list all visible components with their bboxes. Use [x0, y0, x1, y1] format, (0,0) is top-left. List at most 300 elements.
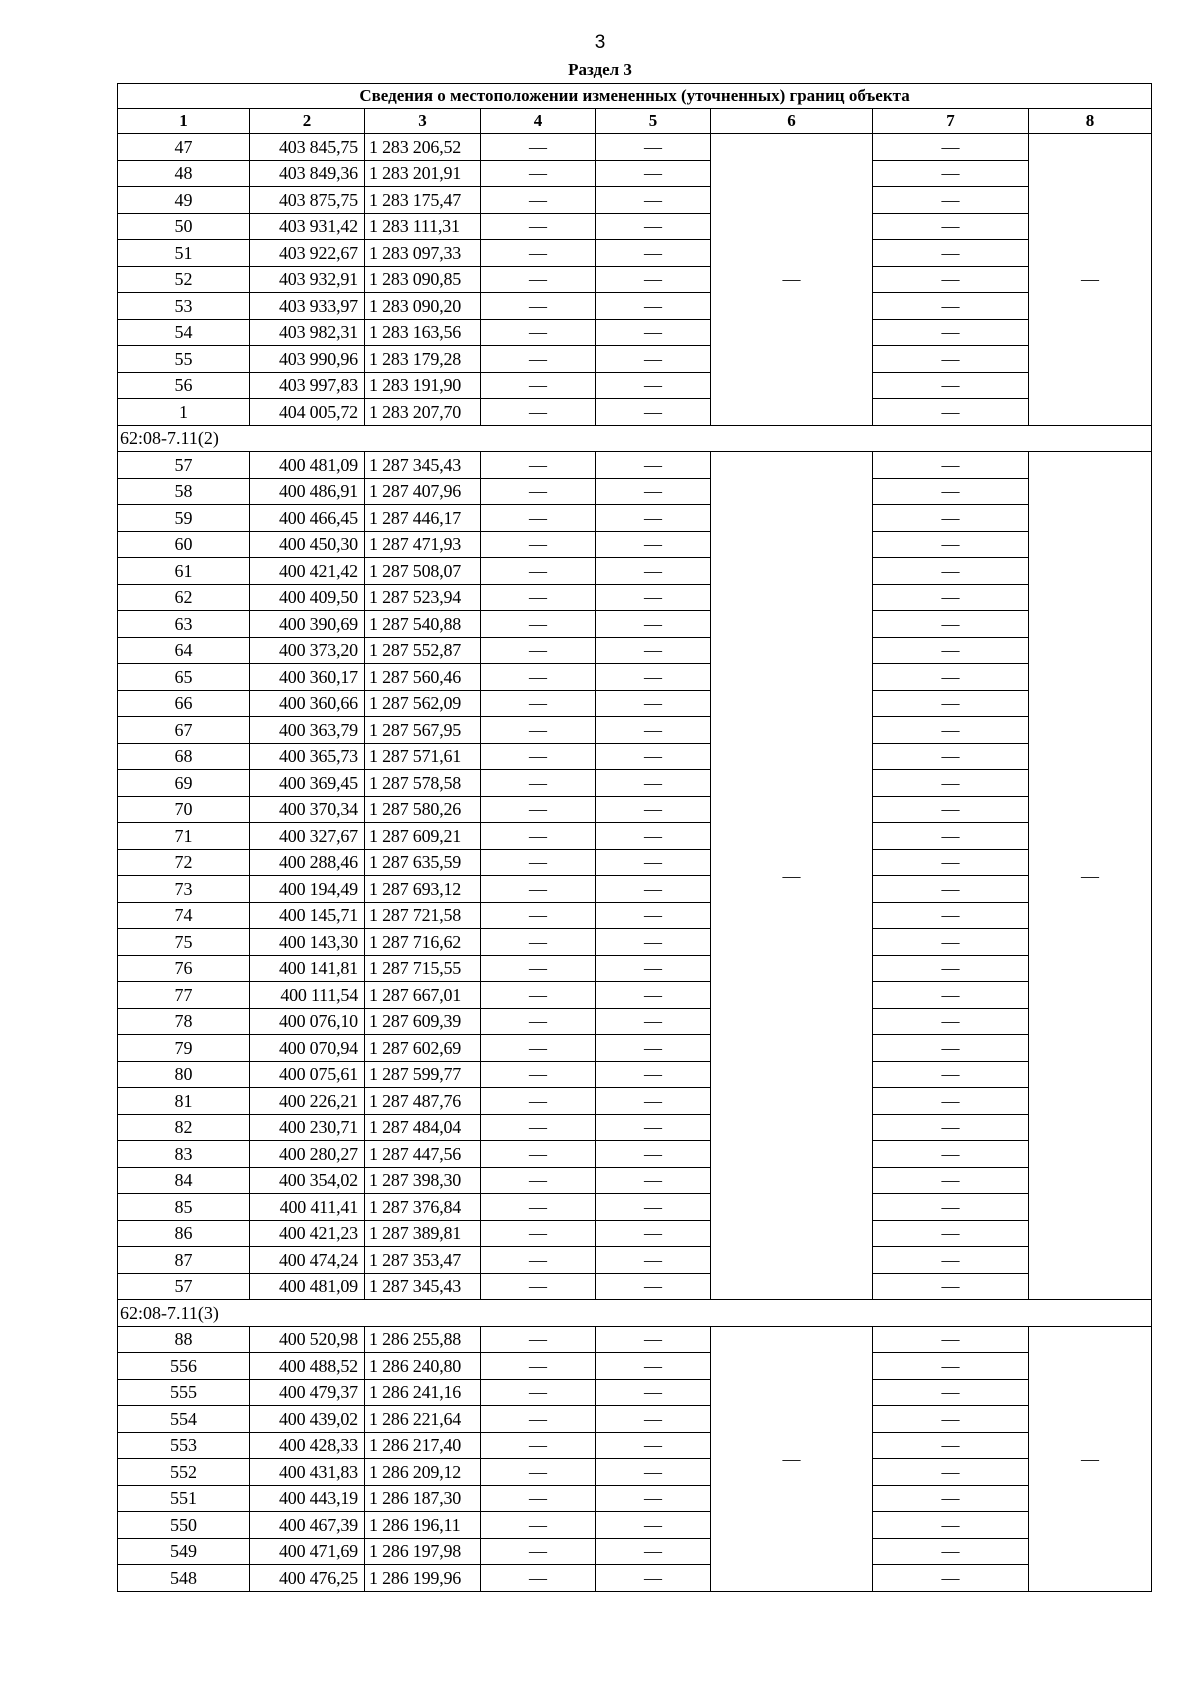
column-7-value: — [873, 690, 1029, 717]
x-coordinate: 400 363,79 [250, 717, 365, 744]
point-number: 55 [118, 346, 250, 373]
coordinates-table [117, 83, 1152, 1592]
column-4-value: — [481, 213, 596, 240]
column-5-value: — [596, 1353, 711, 1380]
column-6-merged-value: — [711, 134, 873, 426]
column-5-value: — [596, 531, 711, 558]
column-5-value: — [596, 160, 711, 187]
table-row [118, 478, 1152, 505]
x-coordinate: 403 990,96 [250, 346, 365, 373]
column-4-value: — [481, 982, 596, 1009]
column-6-merged-value: — [711, 1326, 873, 1591]
column-7-value: — [873, 823, 1029, 850]
point-number: 68 [118, 743, 250, 770]
column-4-value: — [481, 1459, 596, 1486]
column-5-value: — [596, 743, 711, 770]
column-7-value: — [873, 902, 1029, 929]
column-4-value: — [481, 1167, 596, 1194]
x-coordinate: 403 932,91 [250, 266, 365, 293]
x-coordinate: 400 230,71 [250, 1114, 365, 1141]
column-5-value: — [596, 558, 711, 585]
table-row [118, 770, 1152, 797]
column-4-value: — [481, 1008, 596, 1035]
table-row [118, 1353, 1152, 1380]
column-4-value: — [481, 611, 596, 638]
column-4-value: — [481, 1088, 596, 1115]
column-4-value: — [481, 664, 596, 691]
column-7-value: — [873, 1538, 1029, 1565]
column-5-value: — [596, 982, 711, 1009]
point-number: 84 [118, 1167, 250, 1194]
column-7-value: — [873, 346, 1029, 373]
y-coordinate: 1 283 090,85 [365, 266, 481, 293]
column-header: 4 [481, 109, 596, 134]
y-coordinate: 1 287 508,07 [365, 558, 481, 585]
y-coordinate: 1 286 197,98 [365, 1538, 481, 1565]
group-label: 62:08-7.11(2) [118, 425, 1152, 452]
y-coordinate: 1 283 090,20 [365, 293, 481, 320]
point-number: 62 [118, 584, 250, 611]
column-7-value: — [873, 134, 1029, 161]
column-7-value: — [873, 1141, 1029, 1168]
table-row [118, 743, 1152, 770]
column-4-value: — [481, 1035, 596, 1062]
table-row [118, 1406, 1152, 1433]
x-coordinate: 400 360,17 [250, 664, 365, 691]
column-4-value: — [481, 1406, 596, 1433]
column-5-value: — [596, 1512, 711, 1539]
column-7-value: — [873, 1008, 1029, 1035]
table-caption: Сведения о местоположении измененных (уточненных) границ объекта [118, 84, 1152, 109]
table-row [118, 664, 1152, 691]
column-4-value: — [481, 478, 596, 505]
column-4-value: — [481, 372, 596, 399]
y-coordinate: 1 287 398,30 [365, 1167, 481, 1194]
point-number: 69 [118, 770, 250, 797]
column-5-value: — [596, 1061, 711, 1088]
column-7-value: — [873, 1273, 1029, 1300]
column-7-value: — [873, 584, 1029, 611]
y-coordinate: 1 286 209,12 [365, 1459, 481, 1486]
column-7-value: — [873, 1220, 1029, 1247]
column-5-value: — [596, 452, 711, 479]
table-row [118, 452, 1152, 479]
group-header-row [118, 1300, 1152, 1327]
column-4-value: — [481, 1353, 596, 1380]
point-number: 74 [118, 902, 250, 929]
column-header: 8 [1029, 109, 1152, 134]
table-row [118, 134, 1152, 161]
column-5-value: — [596, 1406, 711, 1433]
column-5-value: — [596, 240, 711, 267]
table-row [118, 1061, 1152, 1088]
point-number: 552 [118, 1459, 250, 1486]
column-7-value: — [873, 240, 1029, 267]
column-header: 3 [365, 109, 481, 134]
column-5-value: — [596, 1194, 711, 1221]
column-4-value: — [481, 902, 596, 929]
group-header-row [118, 425, 1152, 452]
column-5-value: — [596, 478, 711, 505]
y-coordinate: 1 287 345,43 [365, 1273, 481, 1300]
point-number: 554 [118, 1406, 250, 1433]
x-coordinate: 400 431,83 [250, 1459, 365, 1486]
point-number: 88 [118, 1326, 250, 1353]
table-row [118, 796, 1152, 823]
point-number: 66 [118, 690, 250, 717]
column-7-value: — [873, 717, 1029, 744]
column-5-value: — [596, 293, 711, 320]
column-header: 6 [711, 109, 873, 134]
column-7-value: — [873, 505, 1029, 532]
x-coordinate: 400 443,19 [250, 1485, 365, 1512]
column-4-value: — [481, 266, 596, 293]
table-row [118, 266, 1152, 293]
column-5-value: — [596, 1220, 711, 1247]
table-row [118, 1088, 1152, 1115]
column-4-value: — [481, 823, 596, 850]
column-7-value: — [873, 478, 1029, 505]
section-title: Раздел 3 [568, 60, 632, 79]
x-coordinate: 400 466,45 [250, 505, 365, 532]
y-coordinate: 1 287 523,94 [365, 584, 481, 611]
column-7-value: — [873, 664, 1029, 691]
column-7-value: — [873, 1485, 1029, 1512]
column-5-value: — [596, 823, 711, 850]
y-coordinate: 1 287 560,46 [365, 664, 481, 691]
column-7-value: — [873, 1326, 1029, 1353]
y-coordinate: 1 287 721,58 [365, 902, 481, 929]
column-4-value: — [481, 690, 596, 717]
column-5-value: — [596, 1035, 711, 1062]
column-5-value: — [596, 1538, 711, 1565]
column-5-value: — [596, 611, 711, 638]
x-coordinate: 400 360,66 [250, 690, 365, 717]
y-coordinate: 1 287 447,56 [365, 1141, 481, 1168]
point-number: 555 [118, 1379, 250, 1406]
point-number: 81 [118, 1088, 250, 1115]
y-coordinate: 1 286 255,88 [365, 1326, 481, 1353]
y-coordinate: 1 287 562,09 [365, 690, 481, 717]
y-coordinate: 1 287 635,59 [365, 849, 481, 876]
y-coordinate: 1 287 389,81 [365, 1220, 481, 1247]
column-7-value: — [873, 1565, 1029, 1592]
y-coordinate: 1 287 609,21 [365, 823, 481, 850]
table-row [118, 611, 1152, 638]
y-coordinate: 1 287 567,95 [365, 717, 481, 744]
y-coordinate: 1 287 580,26 [365, 796, 481, 823]
x-coordinate: 403 849,36 [250, 160, 365, 187]
point-number: 61 [118, 558, 250, 585]
x-coordinate: 400 471,69 [250, 1538, 365, 1565]
y-coordinate: 1 286 199,96 [365, 1565, 481, 1592]
y-coordinate: 1 286 196,11 [365, 1512, 481, 1539]
column-7-value: — [873, 1353, 1029, 1380]
column-5-value: — [596, 1114, 711, 1141]
point-number: 65 [118, 664, 250, 691]
column-header: 5 [596, 109, 711, 134]
table-row [118, 558, 1152, 585]
table-row [118, 399, 1152, 426]
table-row [118, 1485, 1152, 1512]
x-coordinate: 403 997,83 [250, 372, 365, 399]
point-number: 53 [118, 293, 250, 320]
y-coordinate: 1 287 407,96 [365, 478, 481, 505]
column-7-value: — [873, 1406, 1029, 1433]
column-4-value: — [481, 160, 596, 187]
column-7-value: — [873, 743, 1029, 770]
x-coordinate: 400 450,30 [250, 531, 365, 558]
x-coordinate: 400 354,02 [250, 1167, 365, 1194]
column-4-value: — [481, 1485, 596, 1512]
column-4-value: — [481, 1061, 596, 1088]
column-7-value: — [873, 372, 1029, 399]
column-5-value: — [596, 1565, 711, 1592]
x-coordinate: 400 145,71 [250, 902, 365, 929]
table-row [118, 213, 1152, 240]
x-coordinate: 400 474,24 [250, 1247, 365, 1274]
table-row [118, 293, 1152, 320]
column-7-value: — [873, 770, 1029, 797]
table-row [118, 1035, 1152, 1062]
y-coordinate: 1 287 571,61 [365, 743, 481, 770]
table-row [118, 1247, 1152, 1274]
x-coordinate: 400 280,27 [250, 1141, 365, 1168]
column-7-value: — [873, 1379, 1029, 1406]
point-number: 73 [118, 876, 250, 903]
column-5-value: — [596, 1485, 711, 1512]
table-row [118, 1114, 1152, 1141]
column-6-merged-value: — [711, 452, 873, 1300]
y-coordinate: 1 287 716,62 [365, 929, 481, 956]
table-row [118, 1512, 1152, 1539]
point-number: 51 [118, 240, 250, 267]
group-label: 62:08-7.11(3) [118, 1300, 1152, 1327]
point-number: 553 [118, 1432, 250, 1459]
column-5-value: — [596, 1379, 711, 1406]
column-4-value: — [481, 1114, 596, 1141]
column-7-value: — [873, 1247, 1029, 1274]
y-coordinate: 1 287 345,43 [365, 452, 481, 479]
column-5-value: — [596, 1088, 711, 1115]
point-number: 549 [118, 1538, 250, 1565]
table-caption-row [118, 84, 1152, 109]
table-row [118, 372, 1152, 399]
column-5-value: — [596, 929, 711, 956]
column-5-value: — [596, 584, 711, 611]
y-coordinate: 1 287 602,69 [365, 1035, 481, 1062]
column-7-value: — [873, 1088, 1029, 1115]
column-7-value: — [873, 1512, 1029, 1539]
column-4-value: — [481, 1379, 596, 1406]
point-number: 64 [118, 637, 250, 664]
y-coordinate: 1 287 353,47 [365, 1247, 481, 1274]
column-header: 1 [118, 109, 250, 134]
point-number: 556 [118, 1353, 250, 1380]
point-number: 71 [118, 823, 250, 850]
column-5-value: — [596, 1141, 711, 1168]
column-4-value: — [481, 319, 596, 346]
column-4-value: — [481, 743, 596, 770]
column-7-value: — [873, 849, 1029, 876]
point-number: 550 [118, 1512, 250, 1539]
point-number: 72 [118, 849, 250, 876]
column-5-value: — [596, 902, 711, 929]
x-coordinate: 403 922,67 [250, 240, 365, 267]
table-row [118, 1194, 1152, 1221]
column-5-value: — [596, 213, 711, 240]
point-number: 1 [118, 399, 250, 426]
table-row [118, 240, 1152, 267]
point-number: 76 [118, 955, 250, 982]
column-4-value: — [481, 637, 596, 664]
point-number: 60 [118, 531, 250, 558]
y-coordinate: 1 283 175,47 [365, 187, 481, 214]
column-4-value: — [481, 1565, 596, 1592]
x-coordinate: 403 931,42 [250, 213, 365, 240]
column-8-merged-value: — [1029, 134, 1152, 426]
column-7-value: — [873, 293, 1029, 320]
column-5-value: — [596, 1167, 711, 1194]
column-7-value: — [873, 1194, 1029, 1221]
x-coordinate: 400 370,34 [250, 796, 365, 823]
point-number: 86 [118, 1220, 250, 1247]
y-coordinate: 1 286 240,80 [365, 1353, 481, 1380]
table-row [118, 1538, 1152, 1565]
point-number: 57 [118, 1273, 250, 1300]
x-coordinate: 400 373,20 [250, 637, 365, 664]
point-number: 85 [118, 1194, 250, 1221]
column-5-value: — [596, 1326, 711, 1353]
y-coordinate: 1 283 191,90 [365, 372, 481, 399]
x-coordinate: 400 479,37 [250, 1379, 365, 1406]
column-5-value: — [596, 1432, 711, 1459]
y-coordinate: 1 287 609,39 [365, 1008, 481, 1035]
column-4-value: — [481, 1220, 596, 1247]
column-4-value: — [481, 717, 596, 744]
x-coordinate: 400 486,91 [250, 478, 365, 505]
page-number: 3 [594, 32, 606, 53]
column-4-value: — [481, 1512, 596, 1539]
point-number: 87 [118, 1247, 250, 1274]
table-row [118, 584, 1152, 611]
table-row [118, 187, 1152, 214]
column-4-value: — [481, 346, 596, 373]
column-7-value: — [873, 637, 1029, 664]
column-4-value: — [481, 1247, 596, 1274]
column-5-value: — [596, 1273, 711, 1300]
table-row [118, 717, 1152, 744]
column-4-value: — [481, 134, 596, 161]
column-5-value: — [596, 1247, 711, 1274]
x-coordinate: 400 194,49 [250, 876, 365, 903]
table-row [118, 637, 1152, 664]
point-number: 77 [118, 982, 250, 1009]
y-coordinate: 1 283 206,52 [365, 134, 481, 161]
column-5-value: — [596, 372, 711, 399]
x-coordinate: 404 005,72 [250, 399, 365, 426]
column-7-value: — [873, 1114, 1029, 1141]
column-4-value: — [481, 505, 596, 532]
column-5-value: — [596, 876, 711, 903]
table-row [118, 823, 1152, 850]
column-5-value: — [596, 266, 711, 293]
column-5-value: — [596, 187, 711, 214]
point-number: 54 [118, 319, 250, 346]
point-number: 52 [118, 266, 250, 293]
column-5-value: — [596, 505, 711, 532]
y-coordinate: 1 286 217,40 [365, 1432, 481, 1459]
y-coordinate: 1 283 179,28 [365, 346, 481, 373]
column-7-value: — [873, 531, 1029, 558]
point-number: 56 [118, 372, 250, 399]
column-7-value: — [873, 1432, 1029, 1459]
x-coordinate: 403 845,75 [250, 134, 365, 161]
column-4-value: — [481, 1194, 596, 1221]
column-4-value: — [481, 452, 596, 479]
point-number: 50 [118, 213, 250, 240]
y-coordinate: 1 287 471,93 [365, 531, 481, 558]
point-number: 63 [118, 611, 250, 638]
column-7-value: — [873, 452, 1029, 479]
y-coordinate: 1 286 187,30 [365, 1485, 481, 1512]
column-4-value: — [481, 1538, 596, 1565]
table-row [118, 955, 1152, 982]
x-coordinate: 400 411,41 [250, 1194, 365, 1221]
column-4-value: — [481, 955, 596, 982]
x-coordinate: 400 481,09 [250, 1273, 365, 1300]
x-coordinate: 400 467,39 [250, 1512, 365, 1539]
y-coordinate: 1 287 715,55 [365, 955, 481, 982]
x-coordinate: 400 070,94 [250, 1035, 365, 1062]
column-5-value: — [596, 1008, 711, 1035]
y-coordinate: 1 287 552,87 [365, 637, 481, 664]
point-number: 548 [118, 1565, 250, 1592]
column-4-value: — [481, 1273, 596, 1300]
y-coordinate: 1 283 207,70 [365, 399, 481, 426]
table-row [118, 505, 1152, 532]
y-coordinate: 1 286 221,64 [365, 1406, 481, 1433]
table-row [118, 982, 1152, 1009]
column-4-value: — [481, 293, 596, 320]
point-number: 47 [118, 134, 250, 161]
column-5-value: — [596, 637, 711, 664]
point-number: 79 [118, 1035, 250, 1062]
column-header: 7 [873, 109, 1029, 134]
column-4-value: — [481, 558, 596, 585]
column-5-value: — [596, 770, 711, 797]
table-row [118, 849, 1152, 876]
column-7-value: — [873, 1167, 1029, 1194]
x-coordinate: 400 369,45 [250, 770, 365, 797]
table-row [118, 876, 1152, 903]
column-4-value: — [481, 1141, 596, 1168]
y-coordinate: 1 287 693,12 [365, 876, 481, 903]
x-coordinate: 400 390,69 [250, 611, 365, 638]
table-row [118, 690, 1152, 717]
column-7-value: — [873, 876, 1029, 903]
column-4-value: — [481, 399, 596, 426]
point-number: 48 [118, 160, 250, 187]
x-coordinate: 400 481,09 [250, 452, 365, 479]
y-coordinate: 1 283 163,56 [365, 319, 481, 346]
column-4-value: — [481, 584, 596, 611]
table-row [118, 319, 1152, 346]
x-coordinate: 403 875,75 [250, 187, 365, 214]
column-8-merged-value: — [1029, 452, 1152, 1300]
point-number: 80 [118, 1061, 250, 1088]
column-7-value: — [873, 266, 1029, 293]
